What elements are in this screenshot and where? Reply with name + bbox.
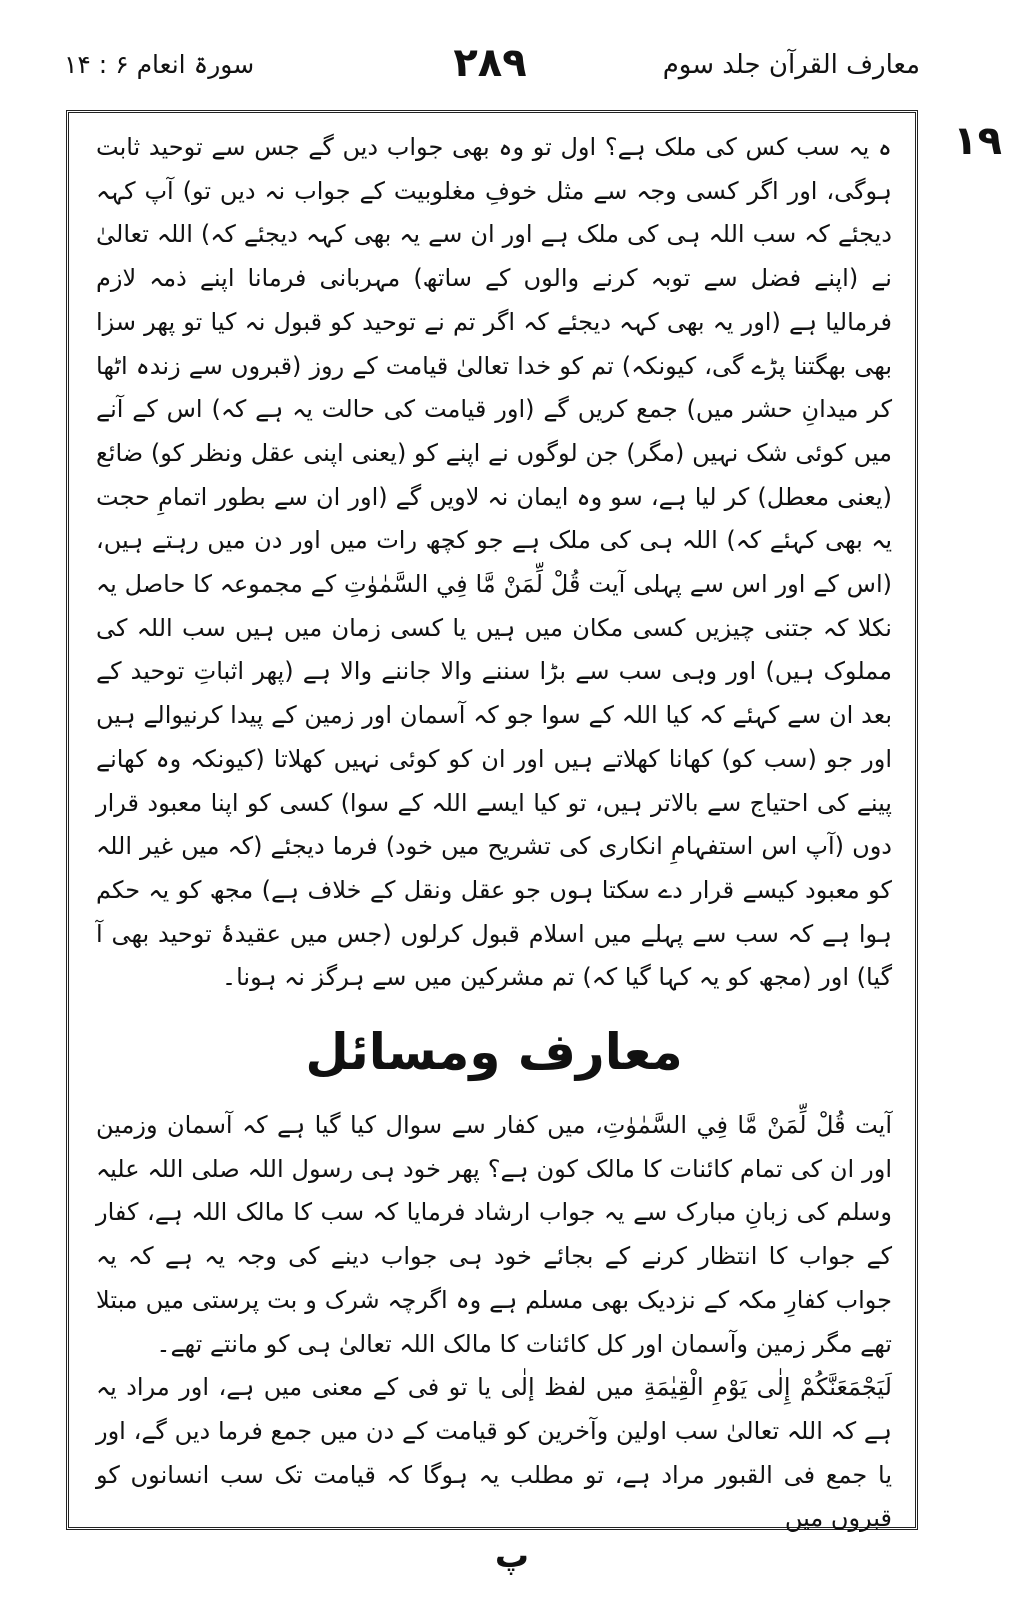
text-line: یہ ہے کہ اللہ تعالیٰ سب اولین وآخرین کو قیامت کے دن میں جمع فرما دیں گے، اور [96, 1373, 892, 1445]
text-line: یہ جواب ارشاد فرمایا کہ سب کا مالک اللہ ہے، کفار کے جواب کا انتظار کرنے کے بجائے خود [96, 1198, 892, 1271]
main-text [96, 126, 892, 1541]
text-line: سے مثل خوفِ مغلوبیت کے جواب نہ دیں تو) آپ کہہ دیجئے کہ سب اللہ ہی کی ملک ہے اور ان سے [96, 176, 892, 249]
text-line: جاننے والا ہے (پھر اثباتِ توحید کے بعد ان سے کہئے کہ کیا اللہ کے سوا جو کہ آسمان اور [96, 657, 892, 730]
text-line: دے سکتا ہوں جو عقل ونقل کے خلاف ہے) مجھ کو یہ حکم ہوا ہے کہ سب سے پہلے میں اسلام [96, 875, 892, 948]
footer-signature: پ [494, 1536, 530, 1576]
section-heading: معارف ومسائل [305, 1023, 683, 1082]
text-line: قبول کرلوں (جس میں عقیدۂ توحید بھی آ گیا) اور (مجھ کو یہ کہا گیا کہ) تم مشرکین میں سے [96, 919, 892, 992]
page-header [60, 40, 920, 102]
page-number: ۲۸۹ [453, 40, 527, 86]
text-line: (آپ اس استفہامِ انکاری کی تشریح میں خود) فرما دیجئے (کہ میں غیر اللہ کو معبود کیسے قرار [96, 832, 892, 904]
text-line: (اور قیامت کی حالت یہ ہے کہ) اس کے آنے میں کوئی شک نہیں (مگر) جن لوگوں نے اپنے [96, 395, 892, 467]
text-line: یا جمع فی القبور مراد ہے، تو مطلب یہ ہوگا کہ قیامت تک سب انسانوں کو قبروں میں [96, 1460, 892, 1533]
text-line: (اس کے اور اس سے پہلی آیت قُلْ لِّمَنْ مَّا فِي السَّمٰوٰتِ کے مجموعہ کا حاصل یہ نکلا کہ جتنی چیزیں [96, 570, 892, 642]
text-line: لازم فرمالیا ہے (اور یہ بھی کہہ دیجئے کہ اگر تم نے توحید کو قبول نہ کیا تو پھر سزا بھی بھگتنا پڑے گی، [96, 264, 892, 380]
text-line: کسی مکان میں ہیں یا کسی زمان میں ہیں سب اللہ کی مملوک ہیں) اور وہی سب سے بڑا سننے والا [96, 613, 892, 686]
paragraph-3 [96, 1366, 892, 1541]
paragraph-1 [96, 126, 892, 1000]
text-line: کیونکہ) تم کو خدا تعالیٰ قیامت کے روز (قبروں سے زندہ اٹھا کر میدانِ حشر میں) جمع کریں گے [96, 351, 892, 424]
paragraph-2 [96, 1104, 892, 1366]
text-line: زمین کے پیدا کرنیوالے ہیں اور جو (سب کو) کھانا کھلاتے ہیں اور ان کو کوئی نہیں کھلاتا (کیونکہ وہ [96, 701, 892, 773]
book-title: معارف القرآن جلد سوم [662, 50, 920, 80]
margin-number: ۱۹ [953, 118, 1002, 164]
text-line: یہ بھی کہہ دیجئے کہ) اللہ تعالیٰ نے (اپنے فضل سے توبہ کرنے والوں کے ساتھ) مہربانی فرمانا اپنے ذمہ [96, 220, 892, 293]
text-line: کھانے پینے کی احتیاج سے بالاتر ہیں، تو کیا ایسے اللہ کے سوا) کسی کو اپنا معبود قرار دوں [96, 744, 892, 861]
surah-reference: سورۃ انعام ۶ : ۱۴ [64, 50, 255, 79]
text-line: بطور اتمامِ حجت یہ بھی کہئے کہ) اللہ ہی کی ملک ہے جو کچھ رات میں اور دن میں رہتے ہیں، [96, 482, 892, 555]
text-line: ہرگز نہ ہونا۔ [222, 963, 365, 992]
text-line: ہ یہ سب کس کی ملک ہے؟ اول تو وہ بھی جواب دیں گے جس سے توحید ثابت ہوگی، اور اگر کسی وجہ [96, 133, 892, 205]
text-line: آیت قُلْ لِّمَنْ مَّا فِي السَّمٰوٰتِ، میں کفار سے سوال کیا گیا ہے کہ آسمان وزمین اور ان [96, 1111, 892, 1183]
text-line: لَيَجْمَعَنَّكُمْ إِلٰى يَوْمِ الْقِيٰمَةِ میں لفظ إلٰى یا تو فی کے معنی میں ہے، اور مراد [126, 1373, 892, 1402]
text-line: میں مبتلا تھے مگر زمین وآسمان اور کل کائنات کا مالک اللہ تعالیٰ ہی کو مانتے تھے۔ [96, 1285, 892, 1358]
text-line: کو (یعنی اپنی عقل ونظر کو) ضائع (یعنی معطل) کر لیا ہے، سو وہ ایمان نہ لاویں گے (اور ان سے [96, 438, 892, 511]
text-line: کی تمام کائنات کا مالک کون ہے؟ پھر خود ہی رسول اللہ صلی اللہ علیہ وسلم کی زبانِ مبارک سے [96, 1154, 892, 1227]
text-line: ہی جواب دینے کی وجہ یہ ہے کہ یہ جواب کفارِ مکہ کے نزدیک بھی مسلم ہے وہ اگرچہ شرک و بت پرستی [96, 1242, 893, 1314]
